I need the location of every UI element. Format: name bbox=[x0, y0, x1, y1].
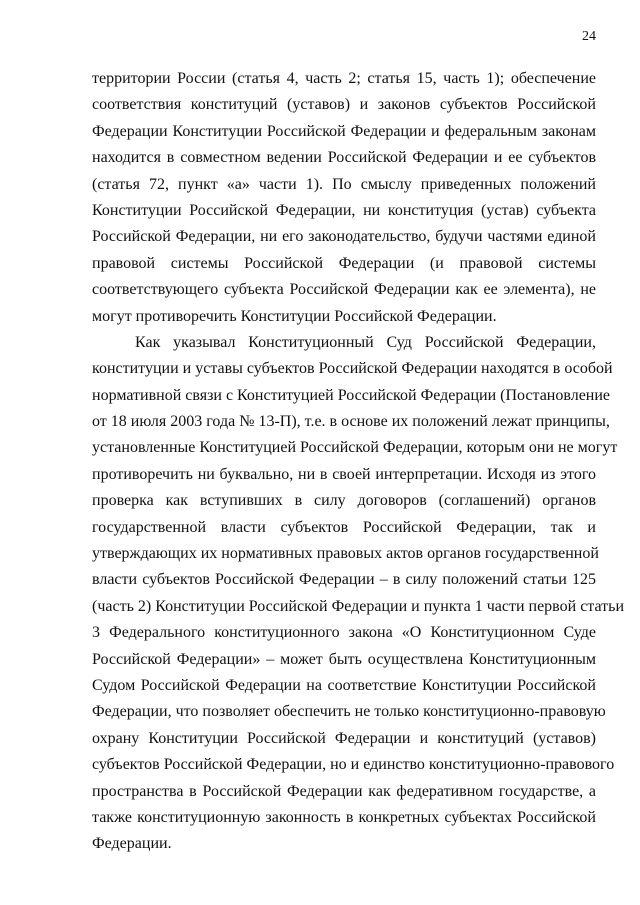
text-line: правовой системы Российской Федерации (и правовой системы bbox=[92, 254, 596, 272]
text-line: субъектов Российской Федерации, но и единство конституционно-правового bbox=[92, 756, 615, 774]
text-line: от 18 июля 2003 года № 13-П), т.е. в основе их положений лежат принципы, bbox=[92, 413, 610, 431]
text-line: (часть 2) Конституции Российской Федерации и пункта 1 части первой статьи bbox=[92, 597, 625, 615]
text-line: Федерации Конституции Российской Федерации и федеральным законам bbox=[92, 122, 596, 140]
text-line: конституции и уставы субъектов Российской Федерации находятся в особой bbox=[92, 360, 613, 378]
text-line: нормативной связи с Конституцией Российской Федерации (Постановление bbox=[92, 386, 611, 404]
text-line: соответствующего субъекта Российской Федерации как ее элемента), не bbox=[92, 281, 596, 299]
text-line: пространства в Российской Федерации как федеративном государстве, а bbox=[92, 782, 596, 800]
text-line: территории России (статья 4, часть 2; статья 15, часть 1); обеспечение bbox=[92, 70, 596, 87]
text-line: противоречить ни буквально, ни в своей интерпретации. Исходя из этого bbox=[92, 465, 596, 483]
text-line: находится в совместном ведении Российской Федерации и ее субъектов bbox=[92, 149, 596, 167]
text-line: Российской Федерации, ни его законодательство, будучи частями единой bbox=[92, 228, 596, 246]
text-line: государственной власти субъектов Российской Федерации, так и bbox=[92, 518, 596, 536]
text-line: Как указывал Конституционный Суд Российской Федерации, bbox=[135, 333, 596, 351]
text-line: Конституции Российской Федерации, ни конституция (устав) субъекта bbox=[92, 201, 596, 219]
text-line: установленные Конституцией Российской Федерации, которым они не могут bbox=[92, 439, 618, 457]
text-line: Российской Федерации» – может быть осуществлена Конституционным bbox=[92, 650, 596, 668]
page-number: 24 bbox=[582, 29, 596, 44]
text-line: Федерации. bbox=[92, 835, 172, 853]
text-line: утверждающих их нормативных правовых актов органов государственной bbox=[92, 545, 599, 563]
text-line: 3 Федерального конституционного закона «О Конституционном Суде bbox=[92, 624, 596, 642]
text-line: Судом Российской Федерации на соответствие Конституции Российской bbox=[92, 676, 596, 694]
text-line: соответствия конституций (уставов) и законов субъектов Российской bbox=[92, 96, 596, 114]
text-line: Федерации, что позволяет обеспечить не только конституционно-правовую bbox=[92, 703, 606, 721]
text-line: проверка как вступивших в силу договоров (соглашений) органов bbox=[92, 492, 596, 510]
text-line: также конституционную законность в конкретных субъектах Российской bbox=[92, 808, 596, 826]
text-line: власти субъектов Российской Федерации – в силу положений статьи 125 bbox=[92, 571, 596, 589]
body-text bbox=[92, 66, 625, 858]
text-line: (статья 72, пункт «а» части 1). По смыслу приведенных положений bbox=[92, 175, 596, 193]
text-line: охрану Конституции Российской Федерации и конституций (уставов) bbox=[92, 729, 596, 747]
paragraph-1 bbox=[92, 66, 596, 330]
paragraph-2 bbox=[92, 330, 625, 858]
text-line: могут противоречить Конституции Российской Федерации. bbox=[92, 307, 497, 325]
